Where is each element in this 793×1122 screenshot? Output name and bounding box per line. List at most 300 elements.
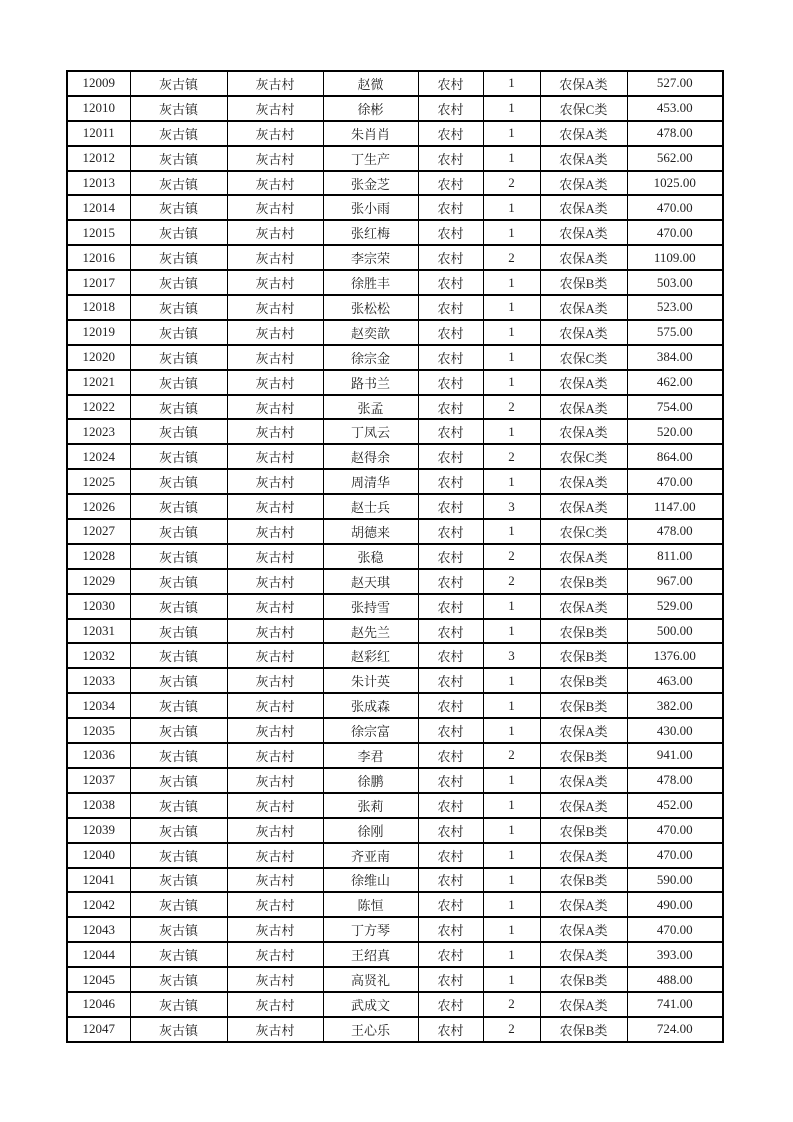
cell-name: 张孟 — [323, 395, 418, 420]
cell-insurance-category: 农保A类 — [540, 245, 627, 270]
cell-insurance-category: 农保A类 — [540, 793, 627, 818]
cell-insurance-category: 农保A类 — [540, 295, 627, 320]
cell-insurance-category: 农保B类 — [540, 270, 627, 295]
cell-serial-number: 12040 — [67, 843, 130, 868]
table-row — [67, 96, 723, 121]
cell-name: 王心乐 — [323, 1017, 418, 1042]
cell-insurance-category: 农保B类 — [540, 1017, 627, 1042]
cell-village: 灰古村 — [227, 494, 323, 519]
cell-household-type: 农村 — [418, 967, 483, 992]
cell-name: 齐亚南 — [323, 843, 418, 868]
cell-village: 灰古村 — [227, 892, 323, 917]
cell-serial-number: 12024 — [67, 444, 130, 469]
cell-household-type: 农村 — [418, 793, 483, 818]
cell-amount: 811.00 — [627, 544, 723, 569]
cell-village: 灰古村 — [227, 967, 323, 992]
cell-serial-number: 12026 — [67, 494, 130, 519]
cell-serial-number: 12023 — [67, 419, 130, 444]
cell-insurance-category: 农保A类 — [540, 992, 627, 1017]
cell-insurance-category: 农保A类 — [540, 146, 627, 171]
cell-insurance-category: 农保A类 — [540, 121, 627, 146]
cell-town: 灰古镇 — [130, 743, 227, 768]
cell-town: 灰古镇 — [130, 569, 227, 594]
cell-household-type: 农村 — [418, 1017, 483, 1042]
cell-town: 灰古镇 — [130, 370, 227, 395]
cell-amount: 470.00 — [627, 818, 723, 843]
table-row — [67, 967, 723, 992]
cell-town: 灰古镇 — [130, 843, 227, 868]
cell-person-count: 2 — [483, 171, 540, 196]
table-row — [67, 868, 723, 893]
cell-town: 灰古镇 — [130, 992, 227, 1017]
cell-village: 灰古村 — [227, 220, 323, 245]
cell-amount: 462.00 — [627, 370, 723, 395]
cell-amount: 478.00 — [627, 121, 723, 146]
cell-name: 李宗荣 — [323, 245, 418, 270]
cell-name: 张金芝 — [323, 171, 418, 196]
cell-name: 徐宗金 — [323, 345, 418, 370]
cell-amount: 453.00 — [627, 96, 723, 121]
cell-town: 灰古镇 — [130, 469, 227, 494]
cell-name: 张持雪 — [323, 594, 418, 619]
cell-serial-number: 12044 — [67, 942, 130, 967]
cell-household-type: 农村 — [418, 444, 483, 469]
cell-village: 灰古村 — [227, 594, 323, 619]
cell-insurance-category: 农保A类 — [540, 494, 627, 519]
table-row — [67, 892, 723, 917]
cell-household-type: 农村 — [418, 868, 483, 893]
cell-village: 灰古村 — [227, 768, 323, 793]
cell-name: 丁方琴 — [323, 917, 418, 942]
table-row — [67, 494, 723, 519]
cell-village: 灰古村 — [227, 295, 323, 320]
cell-household-type: 农村 — [418, 295, 483, 320]
cell-serial-number: 12013 — [67, 171, 130, 196]
cell-name: 张红梅 — [323, 220, 418, 245]
cell-amount: 488.00 — [627, 967, 723, 992]
cell-person-count: 2 — [483, 395, 540, 420]
cell-person-count: 2 — [483, 569, 540, 594]
cell-village: 灰古村 — [227, 917, 323, 942]
cell-person-count: 1 — [483, 270, 540, 295]
cell-village: 灰古村 — [227, 270, 323, 295]
cell-household-type: 农村 — [418, 594, 483, 619]
cell-village: 灰古村 — [227, 96, 323, 121]
cell-village: 灰古村 — [227, 693, 323, 718]
cell-village: 灰古村 — [227, 668, 323, 693]
cell-name: 张成森 — [323, 693, 418, 718]
cell-town: 灰古镇 — [130, 917, 227, 942]
cell-insurance-category: 农保B类 — [540, 668, 627, 693]
cell-person-count: 1 — [483, 718, 540, 743]
cell-insurance-category: 农保B类 — [540, 818, 627, 843]
cell-village: 灰古村 — [227, 942, 323, 967]
cell-household-type: 农村 — [418, 718, 483, 743]
cell-town: 灰古镇 — [130, 146, 227, 171]
table-row — [67, 643, 723, 668]
cell-amount: 1025.00 — [627, 171, 723, 196]
cell-village: 灰古村 — [227, 643, 323, 668]
cell-person-count: 3 — [483, 494, 540, 519]
cell-amount: 590.00 — [627, 868, 723, 893]
cell-village: 灰古村 — [227, 843, 323, 868]
cell-insurance-category: 农保A类 — [540, 843, 627, 868]
cell-serial-number: 12029 — [67, 569, 130, 594]
cell-town: 灰古镇 — [130, 594, 227, 619]
cell-serial-number: 12031 — [67, 619, 130, 644]
cell-serial-number: 12009 — [67, 71, 130, 96]
table-row — [67, 668, 723, 693]
cell-serial-number: 12010 — [67, 96, 130, 121]
cell-insurance-category: 农保A类 — [540, 892, 627, 917]
cell-village: 灰古村 — [227, 469, 323, 494]
cell-name: 赵奕歆 — [323, 320, 418, 345]
cell-insurance-category: 农保B类 — [540, 693, 627, 718]
cell-household-type: 农村 — [418, 270, 483, 295]
cell-name: 李君 — [323, 743, 418, 768]
cell-amount: 503.00 — [627, 270, 723, 295]
cell-town: 灰古镇 — [130, 693, 227, 718]
cell-town: 灰古镇 — [130, 668, 227, 693]
cell-insurance-category: 农保A类 — [540, 220, 627, 245]
table-row — [67, 121, 723, 146]
cell-village: 灰古村 — [227, 345, 323, 370]
cell-insurance-category: 农保B类 — [540, 868, 627, 893]
cell-insurance-category: 农保A类 — [540, 71, 627, 96]
cell-town: 灰古镇 — [130, 395, 227, 420]
cell-name: 路书兰 — [323, 370, 418, 395]
cell-name: 丁生产 — [323, 146, 418, 171]
cell-name: 赵先兰 — [323, 619, 418, 644]
table-row — [67, 942, 723, 967]
cell-village: 灰古村 — [227, 121, 323, 146]
cell-household-type: 农村 — [418, 195, 483, 220]
cell-serial-number: 12034 — [67, 693, 130, 718]
cell-serial-number: 12033 — [67, 668, 130, 693]
cell-person-count: 1 — [483, 345, 540, 370]
cell-insurance-category: 农保A类 — [540, 370, 627, 395]
cell-town: 灰古镇 — [130, 818, 227, 843]
cell-serial-number: 12022 — [67, 395, 130, 420]
cell-person-count: 1 — [483, 967, 540, 992]
cell-person-count: 1 — [483, 843, 540, 868]
cell-village: 灰古村 — [227, 146, 323, 171]
cell-town: 灰古镇 — [130, 643, 227, 668]
cell-amount: 741.00 — [627, 992, 723, 1017]
cell-town: 灰古镇 — [130, 195, 227, 220]
cell-town: 灰古镇 — [130, 892, 227, 917]
cell-household-type: 农村 — [418, 345, 483, 370]
cell-serial-number: 12019 — [67, 320, 130, 345]
cell-name: 王绍真 — [323, 942, 418, 967]
cell-village: 灰古村 — [227, 245, 323, 270]
cell-village: 灰古村 — [227, 743, 323, 768]
cell-serial-number: 12028 — [67, 544, 130, 569]
cell-person-count: 2 — [483, 544, 540, 569]
cell-town: 灰古镇 — [130, 718, 227, 743]
cell-amount: 864.00 — [627, 444, 723, 469]
cell-amount: 430.00 — [627, 718, 723, 743]
cell-amount: 527.00 — [627, 71, 723, 96]
cell-name: 徐鹏 — [323, 768, 418, 793]
cell-insurance-category: 农保A类 — [540, 395, 627, 420]
cell-name: 赵士兵 — [323, 494, 418, 519]
cell-household-type: 农村 — [418, 544, 483, 569]
cell-person-count: 1 — [483, 146, 540, 171]
cell-serial-number: 12011 — [67, 121, 130, 146]
cell-insurance-category: 农保C类 — [540, 96, 627, 121]
cell-name: 周清华 — [323, 469, 418, 494]
cell-amount: 393.00 — [627, 942, 723, 967]
cell-serial-number: 12035 — [67, 718, 130, 743]
cell-town: 灰古镇 — [130, 295, 227, 320]
table-row — [67, 992, 723, 1017]
cell-town: 灰古镇 — [130, 345, 227, 370]
cell-serial-number: 12041 — [67, 868, 130, 893]
cell-person-count: 1 — [483, 295, 540, 320]
cell-household-type: 农村 — [418, 245, 483, 270]
cell-person-count: 1 — [483, 469, 540, 494]
table-row — [67, 793, 723, 818]
cell-person-count: 1 — [483, 917, 540, 942]
cell-amount: 523.00 — [627, 295, 723, 320]
table-row — [67, 843, 723, 868]
cell-serial-number: 12025 — [67, 469, 130, 494]
cell-person-count: 1 — [483, 220, 540, 245]
cell-insurance-category: 农保B类 — [540, 619, 627, 644]
cell-serial-number: 12015 — [67, 220, 130, 245]
cell-amount: 941.00 — [627, 743, 723, 768]
table-row — [67, 295, 723, 320]
cell-household-type: 农村 — [418, 121, 483, 146]
cell-serial-number: 12016 — [67, 245, 130, 270]
cell-person-count: 2 — [483, 245, 540, 270]
cell-name: 赵彩红 — [323, 643, 418, 668]
cell-serial-number: 12030 — [67, 594, 130, 619]
cell-serial-number: 12027 — [67, 519, 130, 544]
cell-serial-number: 12032 — [67, 643, 130, 668]
cell-name: 赵得余 — [323, 444, 418, 469]
cell-household-type: 农村 — [418, 917, 483, 942]
cell-household-type: 农村 — [418, 220, 483, 245]
cell-village: 灰古村 — [227, 395, 323, 420]
table-row — [67, 245, 723, 270]
cell-amount: 562.00 — [627, 146, 723, 171]
cell-village: 灰古村 — [227, 569, 323, 594]
cell-name: 胡德来 — [323, 519, 418, 544]
cell-person-count: 1 — [483, 195, 540, 220]
cell-amount: 575.00 — [627, 320, 723, 345]
cell-village: 灰古村 — [227, 718, 323, 743]
cell-person-count: 1 — [483, 892, 540, 917]
cell-name: 朱肖肖 — [323, 121, 418, 146]
cell-insurance-category: 农保A类 — [540, 942, 627, 967]
cell-person-count: 1 — [483, 594, 540, 619]
cell-name: 张小雨 — [323, 195, 418, 220]
cell-amount: 529.00 — [627, 594, 723, 619]
cell-amount: 754.00 — [627, 395, 723, 420]
cell-person-count: 1 — [483, 942, 540, 967]
cell-amount: 452.00 — [627, 793, 723, 818]
cell-amount: 478.00 — [627, 519, 723, 544]
cell-town: 灰古镇 — [130, 1017, 227, 1042]
cell-town: 灰古镇 — [130, 96, 227, 121]
cell-amount: 724.00 — [627, 1017, 723, 1042]
cell-person-count: 1 — [483, 793, 540, 818]
cell-town: 灰古镇 — [130, 619, 227, 644]
cell-household-type: 农村 — [418, 171, 483, 196]
cell-household-type: 农村 — [418, 395, 483, 420]
cell-insurance-category: 农保B类 — [540, 643, 627, 668]
cell-insurance-category: 农保A类 — [540, 320, 627, 345]
cell-person-count: 2 — [483, 444, 540, 469]
cell-village: 灰古村 — [227, 1017, 323, 1042]
cell-amount: 470.00 — [627, 843, 723, 868]
cell-person-count: 1 — [483, 370, 540, 395]
cell-village: 灰古村 — [227, 619, 323, 644]
cell-name: 徐宗富 — [323, 718, 418, 743]
cell-village: 灰古村 — [227, 868, 323, 893]
table-row — [67, 345, 723, 370]
cell-name: 陈恒 — [323, 892, 418, 917]
cell-household-type: 农村 — [418, 643, 483, 668]
cell-insurance-category: 农保A类 — [540, 419, 627, 444]
cell-name: 朱计英 — [323, 668, 418, 693]
cell-person-count: 1 — [483, 320, 540, 345]
table-row — [67, 569, 723, 594]
cell-household-type: 农村 — [418, 370, 483, 395]
cell-town: 灰古镇 — [130, 519, 227, 544]
cell-household-type: 农村 — [418, 569, 483, 594]
cell-name: 丁凤云 — [323, 419, 418, 444]
table-row — [67, 71, 723, 96]
cell-person-count: 3 — [483, 643, 540, 668]
table-row — [67, 220, 723, 245]
cell-serial-number: 12017 — [67, 270, 130, 295]
insurance-roster-table — [66, 70, 724, 1043]
cell-town: 灰古镇 — [130, 171, 227, 196]
table-row — [67, 619, 723, 644]
cell-village: 灰古村 — [227, 195, 323, 220]
cell-household-type: 农村 — [418, 843, 483, 868]
cell-insurance-category: 农保C类 — [540, 519, 627, 544]
table-row — [67, 419, 723, 444]
cell-household-type: 农村 — [418, 743, 483, 768]
cell-insurance-category: 农保A类 — [540, 718, 627, 743]
cell-serial-number: 12018 — [67, 295, 130, 320]
table-row — [67, 519, 723, 544]
cell-insurance-category: 农保A类 — [540, 594, 627, 619]
cell-village: 灰古村 — [227, 544, 323, 569]
cell-town: 灰古镇 — [130, 868, 227, 893]
cell-village: 灰古村 — [227, 444, 323, 469]
table-row — [67, 270, 723, 295]
cell-person-count: 2 — [483, 743, 540, 768]
cell-amount: 470.00 — [627, 195, 723, 220]
cell-household-type: 农村 — [418, 768, 483, 793]
cell-village: 灰古村 — [227, 793, 323, 818]
cell-serial-number: 12037 — [67, 768, 130, 793]
cell-serial-number: 12046 — [67, 992, 130, 1017]
cell-town: 灰古镇 — [130, 270, 227, 295]
cell-village: 灰古村 — [227, 370, 323, 395]
cell-household-type: 农村 — [418, 494, 483, 519]
cell-town: 灰古镇 — [130, 544, 227, 569]
cell-person-count: 1 — [483, 868, 540, 893]
cell-serial-number: 12021 — [67, 370, 130, 395]
table-row — [67, 469, 723, 494]
cell-person-count: 2 — [483, 992, 540, 1017]
table-row — [67, 395, 723, 420]
cell-amount: 967.00 — [627, 569, 723, 594]
cell-insurance-category: 农保A类 — [540, 171, 627, 196]
cell-village: 灰古村 — [227, 320, 323, 345]
cell-name: 徐彬 — [323, 96, 418, 121]
cell-person-count: 1 — [483, 668, 540, 693]
cell-name: 赵天琪 — [323, 569, 418, 594]
cell-serial-number: 12036 — [67, 743, 130, 768]
table-row — [67, 171, 723, 196]
cell-town: 灰古镇 — [130, 320, 227, 345]
cell-amount: 470.00 — [627, 917, 723, 942]
cell-village: 灰古村 — [227, 171, 323, 196]
cell-household-type: 农村 — [418, 818, 483, 843]
table-row — [67, 370, 723, 395]
cell-person-count: 1 — [483, 419, 540, 444]
cell-person-count: 1 — [483, 519, 540, 544]
cell-household-type: 农村 — [418, 668, 483, 693]
cell-town: 灰古镇 — [130, 71, 227, 96]
cell-name: 张松松 — [323, 295, 418, 320]
cell-amount: 382.00 — [627, 693, 723, 718]
table-row — [67, 1017, 723, 1042]
cell-town: 灰古镇 — [130, 793, 227, 818]
cell-serial-number: 12014 — [67, 195, 130, 220]
cell-serial-number: 12045 — [67, 967, 130, 992]
cell-person-count: 1 — [483, 693, 540, 718]
cell-serial-number: 12043 — [67, 917, 130, 942]
cell-serial-number: 12047 — [67, 1017, 130, 1042]
cell-town: 灰古镇 — [130, 967, 227, 992]
cell-amount: 500.00 — [627, 619, 723, 644]
cell-name: 徐胜丰 — [323, 270, 418, 295]
table-row — [67, 743, 723, 768]
table-row — [67, 195, 723, 220]
cell-town: 灰古镇 — [130, 220, 227, 245]
cell-insurance-category: 农保B类 — [540, 569, 627, 594]
cell-village: 灰古村 — [227, 519, 323, 544]
cell-town: 灰古镇 — [130, 444, 227, 469]
cell-town: 灰古镇 — [130, 245, 227, 270]
cell-village: 灰古村 — [227, 992, 323, 1017]
cell-person-count: 1 — [483, 121, 540, 146]
cell-town: 灰古镇 — [130, 419, 227, 444]
cell-amount: 478.00 — [627, 768, 723, 793]
cell-amount: 1147.00 — [627, 494, 723, 519]
cell-serial-number: 12012 — [67, 146, 130, 171]
cell-serial-number: 12038 — [67, 793, 130, 818]
table-row — [67, 320, 723, 345]
cell-household-type: 农村 — [418, 146, 483, 171]
table-row — [67, 768, 723, 793]
cell-household-type: 农村 — [418, 892, 483, 917]
cell-insurance-category: 农保A类 — [540, 195, 627, 220]
cell-name: 张稳 — [323, 544, 418, 569]
cell-town: 灰古镇 — [130, 494, 227, 519]
cell-household-type: 农村 — [418, 96, 483, 121]
cell-town: 灰古镇 — [130, 121, 227, 146]
cell-name: 高贤礼 — [323, 967, 418, 992]
